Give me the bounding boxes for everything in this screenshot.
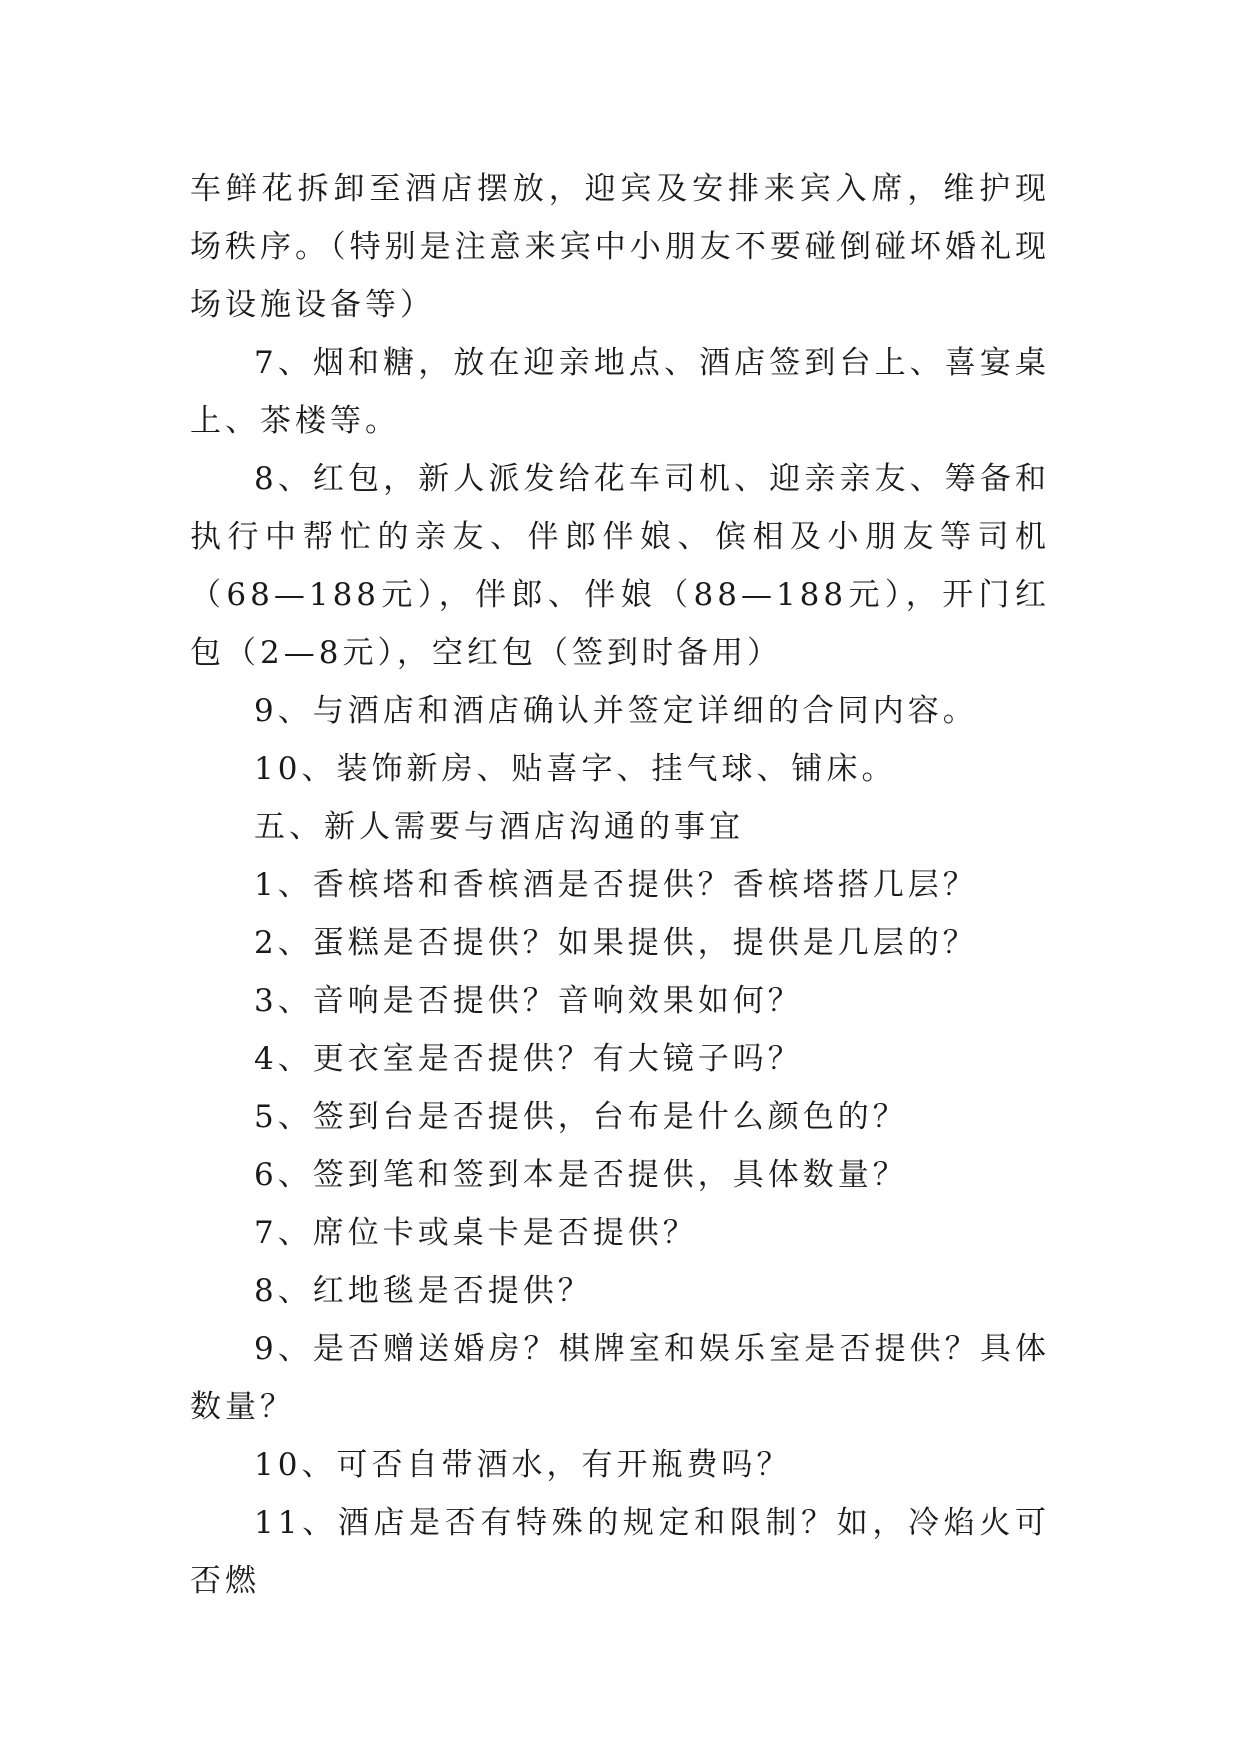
question-item-11: 11、酒店是否有特殊的规定和限制？如，冷焰火可否燃: [190, 1505, 1050, 1599]
question-item-10: 10、可否自带酒水，有开瓶费吗？: [254, 1447, 792, 1483]
paragraph-continuation: 车鲜花拆卸至酒店摆放，迎宾及安排来宾入席，维护现场秩序。（特别是注意来宾中小朋友不要碰倒碰坏婚礼现场设施设备等）: [190, 171, 1050, 323]
paragraph-item-8: 8、红包，新人派发给花车司机、迎亲亲友、筹备和执行中帮忙的亲友、伴郎伴娘、傧相及小朋友等司机（68—188元），伴郎、伴娘（88—188元），开门红包（2—8元），空红包（签到时备用）: [190, 461, 1050, 671]
section-heading-5: 五、新人需要与酒店沟通的事宜: [254, 809, 744, 845]
question-item-4: 4、更衣室是否提供？有大镜子吗？: [254, 1041, 803, 1077]
question-item-8: 8、红地毯是否提供？: [254, 1273, 593, 1309]
paragraph-item-9: 9、与酒店和酒店确认并签定详细的合同内容。: [254, 693, 978, 729]
question-item-7: 7、席位卡或桌卡是否提供？: [254, 1215, 698, 1251]
paragraph-item-7: 7、烟和糖，放在迎亲地点、酒店签到台上、喜宴桌上、茶楼等。: [190, 345, 1050, 439]
question-item-6: 6、签到笔和签到本是否提供，具体数量？: [254, 1157, 908, 1193]
question-item-1: 1、香槟塔和香槟酒是否提供？香槟塔搭几层？: [254, 867, 978, 903]
question-item-5: 5、签到台是否提供，台布是什么颜色的？: [254, 1099, 908, 1135]
document-body: [190, 160, 1050, 1610]
question-item-2: 2、蛋糕是否提供？如果提供，提供是几层的？: [254, 925, 978, 961]
question-item-3: 3、音响是否提供？音响效果如何？: [254, 983, 803, 1019]
question-item-9: 9、是否赠送婚房？棋牌室和娱乐室是否提供？具体数量？: [190, 1331, 1050, 1425]
paragraph-item-10: 10、装饰新房、贴喜字、挂气球、铺床。: [254, 751, 897, 787]
